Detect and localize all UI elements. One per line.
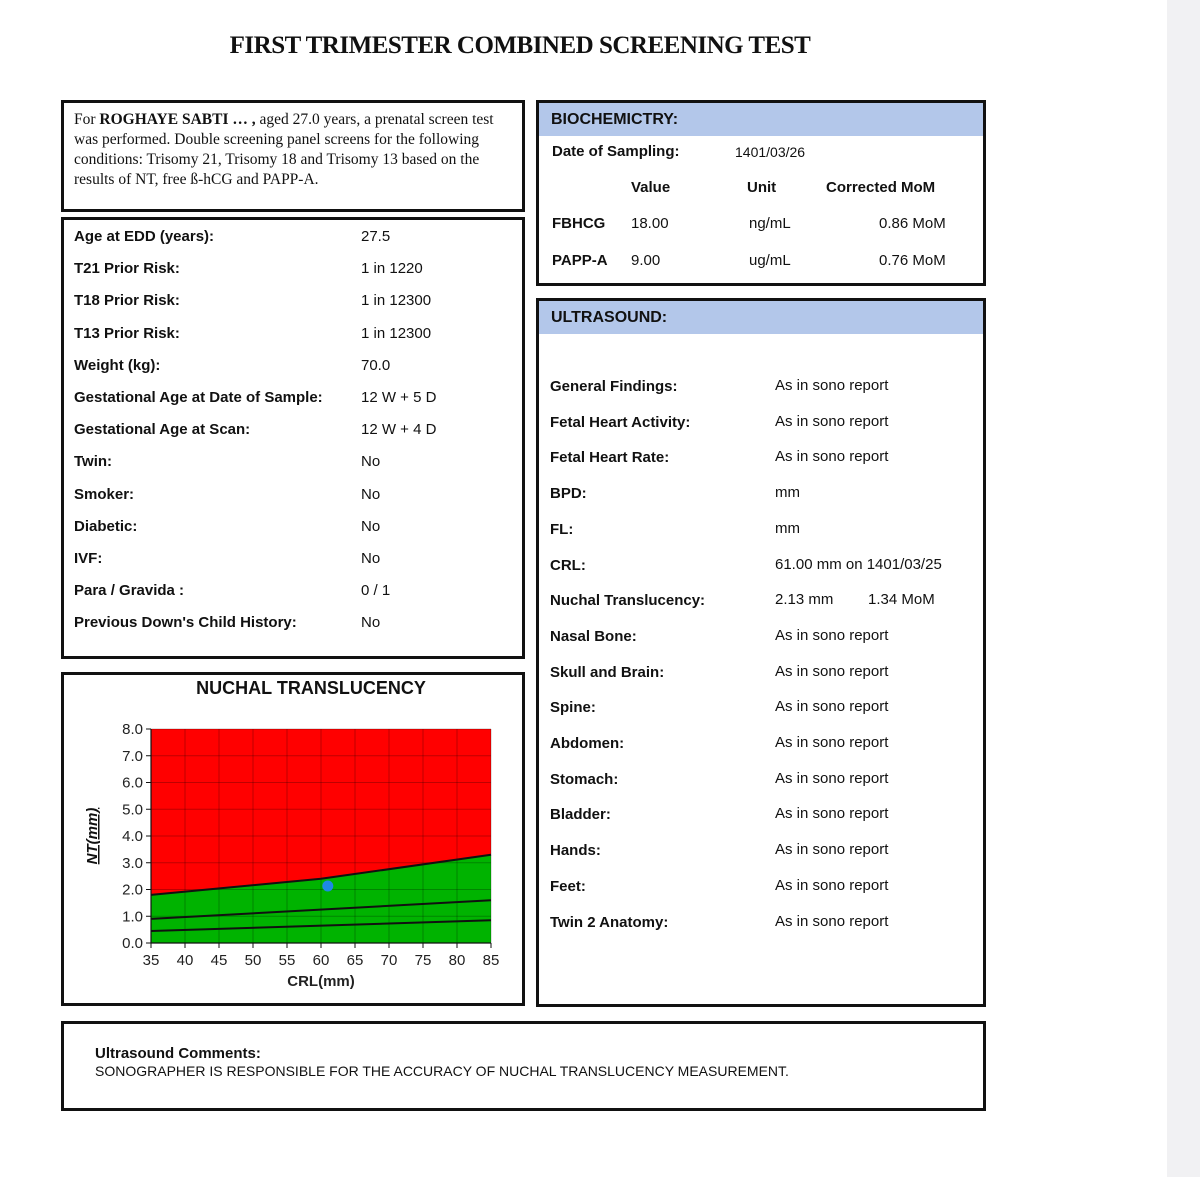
- bio-analyte: PAPP-A: [552, 252, 608, 269]
- bio-mom: 0.76 MoM: [879, 252, 946, 269]
- param-value: 70.0: [361, 356, 391, 374]
- us-value: As in sono report: [775, 377, 889, 394]
- ultrasound-header: ULTRASOUND:: [539, 301, 983, 334]
- param-value: 0 / 1: [361, 582, 391, 600]
- us-value: As in sono report: [775, 876, 889, 894]
- chart-title: NUCHAL TRANSLUCENCY: [196, 678, 426, 698]
- bio-unit: ug/mL: [749, 252, 791, 269]
- x-tick-label: 75: [414, 952, 432, 969]
- nt-chart: [64, 703, 522, 1003]
- us-label: Spine:: [550, 699, 596, 717]
- param-label: Diabetic:: [74, 517, 138, 535]
- param-label: Previous Down's Child History:: [74, 614, 297, 632]
- us-label: CRL:: [550, 556, 586, 574]
- us-label: Nuchal Translucency:: [550, 592, 706, 610]
- param-value: 1 in 1220: [361, 260, 423, 278]
- x-tick-label: 65: [346, 952, 364, 969]
- x-tick-label: 70: [380, 952, 398, 969]
- comments-text: SONOGRAPHER IS RESPONSIBLE FOR THE ACCURACY OF NUCHAL TRANSLUCENCY MEASUREMENT.: [95, 1063, 789, 1079]
- x-tick-label: 80: [448, 952, 466, 969]
- us-value: As in sono report: [775, 626, 889, 644]
- x-tick-label: 50: [244, 952, 262, 969]
- ultrasound-comments-box: [61, 1021, 986, 1111]
- us-value: As in sono report: [775, 662, 889, 680]
- bio-analyte: FBHCG: [552, 215, 606, 232]
- page-margin: [1167, 0, 1200, 1177]
- us-label: Hands:: [550, 842, 601, 860]
- bio-value: 18.00: [631, 215, 669, 232]
- x-axis-label: CRL(mm): [287, 973, 355, 990]
- us-value: 61.00 mm on 1401/03/25: [775, 555, 942, 573]
- us-label: Nasal Bone:: [550, 627, 637, 645]
- intro-prefix: For: [74, 111, 100, 128]
- us-value: mm: [775, 519, 800, 537]
- patient-parameters: [61, 217, 525, 659]
- us-label: FL:: [550, 520, 574, 538]
- param-label: Age at EDD (years):: [74, 228, 215, 245]
- us-label: Stomach:: [550, 770, 619, 788]
- patient-name: ROGHAYE SABTI … ,: [99, 111, 256, 128]
- us-label: Feet:: [550, 877, 586, 895]
- intro-box: [61, 100, 525, 212]
- us-value: As in sono report: [775, 912, 889, 930]
- y-tick-label: 0.0: [122, 935, 143, 952]
- param-label: T13 Prior Risk:: [74, 324, 180, 342]
- us-label: General Findings:: [550, 378, 678, 395]
- us-label: Bladder:: [550, 806, 611, 824]
- x-tick-label: 60: [312, 952, 330, 969]
- x-tick-label: 85: [482, 952, 500, 969]
- param-label: IVF:: [74, 550, 103, 567]
- param-value: No: [361, 614, 381, 632]
- param-label: T21 Prior Risk:: [74, 260, 180, 278]
- y-tick-label: 1.0: [122, 908, 143, 926]
- x-tick-label: 45: [210, 952, 228, 969]
- page-title: FIRST TRIMESTER COMBINED SCREENING TEST: [229, 32, 811, 59]
- us-value: 2.13 mm: [775, 591, 834, 609]
- us-value: As in sono report: [775, 769, 889, 787]
- param-value: No: [361, 550, 381, 567]
- ultrasound-box: [536, 298, 986, 1007]
- bio-unit: ng/mL: [749, 215, 791, 232]
- param-label: Gestational Age at Date of Sample:: [74, 389, 323, 406]
- col-value-header: Value: [631, 179, 671, 196]
- us-value: As in sono report: [775, 698, 889, 716]
- y-tick-label: 2.0: [122, 881, 143, 899]
- param-value: 27.5: [361, 228, 391, 245]
- us-value: As in sono report: [775, 448, 889, 466]
- date-of-sampling-label: Date of Sampling:: [552, 143, 680, 160]
- param-value: No: [361, 485, 381, 503]
- us-value: As in sono report: [775, 805, 889, 823]
- y-tick-label: 7.0: [122, 747, 143, 765]
- us-label: Twin 2 Anatomy:: [550, 913, 669, 931]
- param-label: Twin:: [74, 453, 113, 471]
- param-label: Gestational Age at Scan:: [74, 421, 251, 439]
- param-value: 1 in 12300: [361, 292, 432, 310]
- us-extra-value: 1.34 MoM: [868, 591, 935, 609]
- x-tick-label: 35: [142, 952, 160, 969]
- param-value: 12 W + 5 D: [361, 389, 437, 406]
- y-axis-label: NT(mm): [84, 807, 101, 865]
- x-tick-label: 40: [176, 952, 194, 969]
- col-mom-header: Corrected MoM: [826, 179, 936, 196]
- x-tick-label: 55: [278, 952, 296, 969]
- us-label: Skull and Brain:: [550, 663, 665, 681]
- y-tick-label: 5.0: [122, 801, 143, 819]
- us-label: Fetal Heart Activity:: [550, 413, 691, 431]
- param-label: Smoker:: [74, 485, 135, 503]
- param-label: Para / Gravida :: [74, 582, 185, 600]
- us-value: As in sono report: [775, 412, 889, 430]
- y-tick-label: 4.0: [122, 828, 143, 845]
- date-of-sampling-value: 1401/03/26: [735, 144, 806, 160]
- nt-measurement-point: [322, 881, 333, 892]
- y-tick-label: 3.0: [122, 854, 143, 872]
- param-label: T18 Prior Risk:: [74, 292, 180, 310]
- param-label: Weight (kg):: [74, 356, 161, 374]
- biochemistry-header: BIOCHEMICTRY:: [539, 103, 983, 136]
- param-value: No: [361, 453, 381, 471]
- bio-value: 9.00: [631, 252, 661, 269]
- y-tick-label: 8.0: [122, 721, 143, 738]
- param-value: 1 in 12300: [361, 324, 432, 342]
- bio-mom: 0.86 MoM: [879, 215, 946, 232]
- intro-text: aged 27.0 years, a prenatal screen test was performed. Double screening panel screens for the following conditions: Trisomy 21, Trisomy 18 and Trisomy 13 based on the results of NT, free ß-hCG and PAPP-A.: [74, 111, 494, 188]
- nt-chart-box: [61, 672, 525, 1006]
- param-value: 12 W + 4 D: [361, 421, 437, 439]
- us-label: Abdomen:: [550, 735, 625, 752]
- y-tick-label: 6.0: [122, 774, 143, 792]
- biochemistry-box: [536, 100, 986, 286]
- us-value: As in sono report: [775, 841, 889, 859]
- us-value: As in sono report: [775, 734, 889, 751]
- us-label: Fetal Heart Rate:: [550, 449, 670, 467]
- param-value: No: [361, 517, 381, 535]
- comments-label: Ultrasound Comments:: [95, 1045, 261, 1062]
- us-label: BPD:: [550, 485, 587, 503]
- us-value: mm: [775, 484, 800, 502]
- col-unit-header: Unit: [747, 179, 777, 196]
